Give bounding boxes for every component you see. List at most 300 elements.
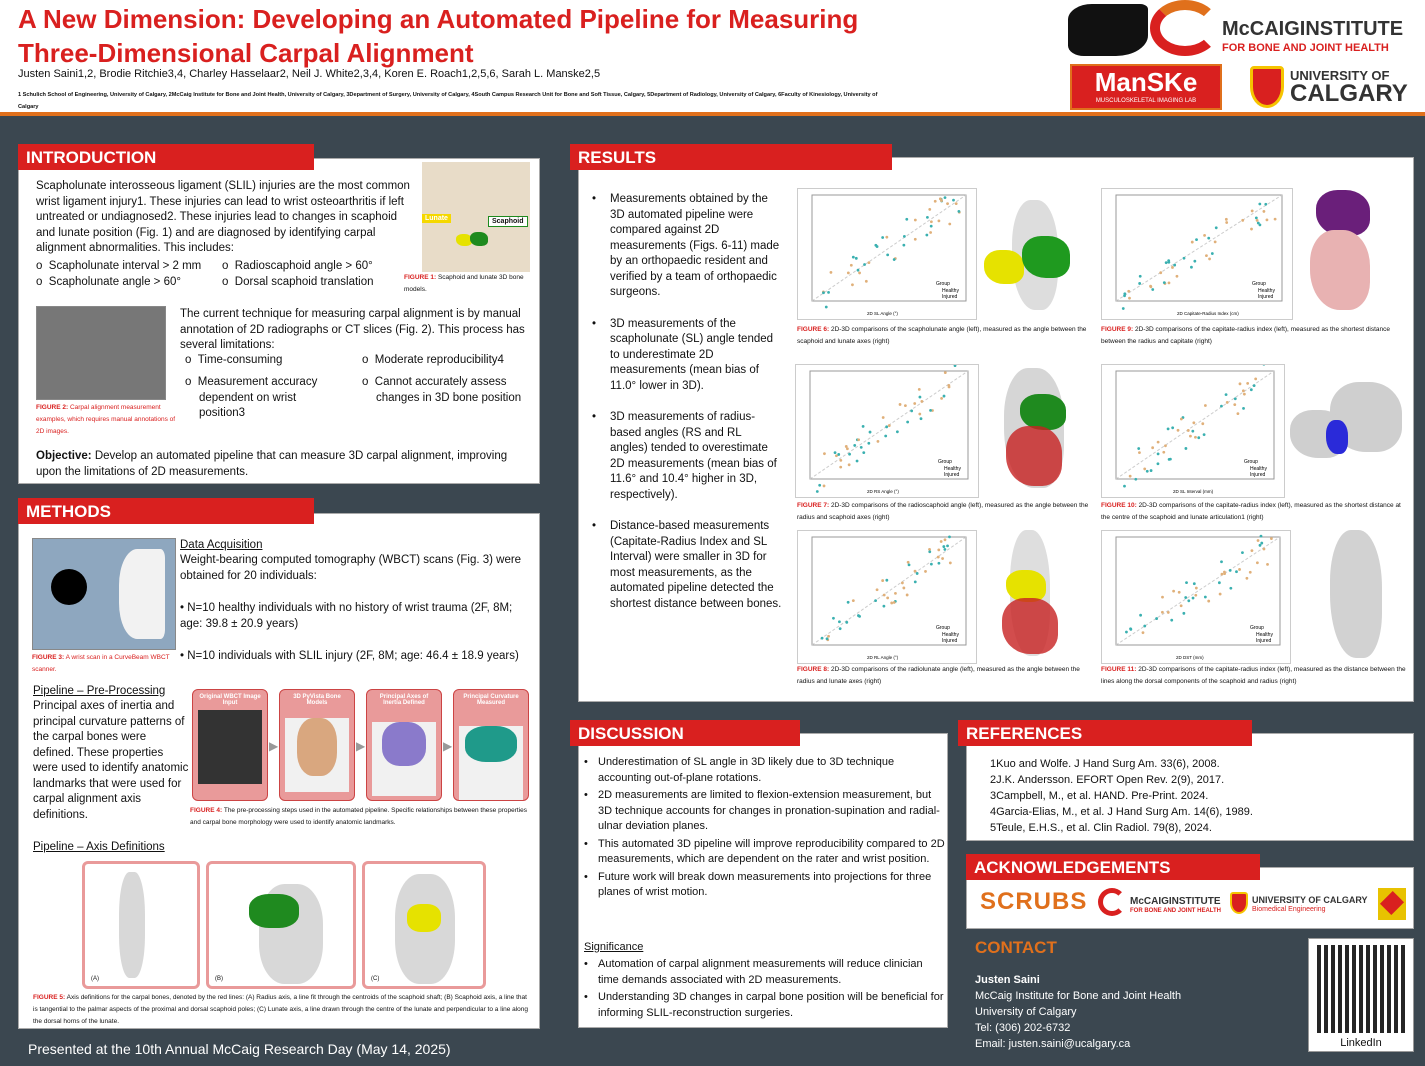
data-point <box>949 562 952 565</box>
data-point <box>839 459 842 462</box>
significance-bullets <box>584 957 944 1023</box>
data-point <box>834 451 837 454</box>
data-point <box>858 615 861 618</box>
data-point <box>906 594 909 597</box>
mccaig-swoosh-logo <box>1150 0 1220 56</box>
data-point <box>948 223 951 226</box>
data-point <box>862 451 865 454</box>
data-point <box>1167 261 1170 264</box>
data-point <box>850 264 853 267</box>
data-point <box>830 271 833 274</box>
data-point <box>1241 219 1244 222</box>
data-point <box>1215 226 1218 229</box>
significance-bullet-2: • Understanding 3D changes in carpal bone position will be beneficial for informing SLIL-reconstruction surgeries. <box>584 990 944 1021</box>
data-point <box>929 231 932 234</box>
data-point <box>1143 468 1146 471</box>
axis-definitions-title: Pipeline – Axis Definitions <box>33 841 165 853</box>
data-point <box>845 445 848 448</box>
figure-3-scanner-photo <box>32 538 176 650</box>
svg-text:Group: Group <box>1252 281 1266 287</box>
data-point <box>852 256 855 259</box>
data-point <box>1229 569 1232 572</box>
ack-mccaig-swoosh-icon <box>1098 888 1126 916</box>
data-point <box>939 197 942 200</box>
lunate-label: Lunate <box>422 214 451 223</box>
data-point <box>816 490 819 493</box>
data-point <box>1167 427 1170 430</box>
data-point <box>1155 617 1158 620</box>
step-2: 3D PyVista Bone Models <box>279 689 355 801</box>
limit-2: Moderate reproducibility4 <box>374 354 504 366</box>
data-point <box>1250 228 1253 231</box>
legend-entry: Healthy <box>942 288 959 294</box>
data-point <box>942 545 945 548</box>
data-point <box>903 235 906 238</box>
data-point <box>1138 282 1141 285</box>
data-point <box>1242 389 1245 392</box>
data-point <box>1207 600 1210 603</box>
significance-bullet-1: • Automation of carpal alignment measurements will reduce clinician time demands associated with 2D measurements. <box>584 957 944 988</box>
data-point <box>1237 412 1240 415</box>
data-point <box>1211 252 1214 255</box>
legend-entry: Injured <box>1250 472 1266 478</box>
data-point <box>1184 596 1187 599</box>
data-point <box>1197 436 1200 439</box>
scaphoid-label: Scaphoid <box>488 216 528 227</box>
svg-text:Group: Group <box>936 281 950 287</box>
data-point <box>952 199 955 202</box>
x-axis-label: 2D SL Angle (°) <box>867 311 898 316</box>
data-point <box>957 210 960 213</box>
figure-1-hand-image <box>422 162 530 272</box>
linkedin-qr-code[interactable] <box>1308 938 1414 1052</box>
discussion-bullet-1: • Underestimation of SL angle in 3D likely due to 3D technique accounting out-of-plane rotations. <box>584 755 946 786</box>
references-list <box>990 756 1410 836</box>
manske-logo-sub: MUSCULOSKELETAL IMAGING LAB <box>1095 98 1197 104</box>
figure-9-caption: FIGURE 9: 2D-3D comparisons of the capitate-radius index (left), measured as the shortest distance between the radius and capitate (right) <box>1101 326 1391 345</box>
data-point <box>946 202 949 205</box>
plot-fig11 <box>1101 530 1291 664</box>
legend-entry: Healthy <box>1256 632 1273 638</box>
x-axis-label: 2D RL Angle (°) <box>867 655 899 660</box>
data-point <box>941 557 944 560</box>
reference-5: 5Teule, E.H.S., et al. Clin Radiol. 79(8), 2024. <box>990 822 1212 834</box>
legend-entry: Healthy <box>942 632 959 638</box>
discussion-bullet-3: • This automated 3D pipeline will improve reproducibility compared to 2D measurements, which are dependent on the rater and wrist position. <box>584 837 946 868</box>
pipeline-steps <box>192 689 532 803</box>
data-point <box>918 388 921 391</box>
scrubs-logo: SCRUBS <box>980 888 1088 915</box>
data-point <box>884 435 887 438</box>
uofc-logo-line2: CALGARY <box>1290 80 1408 107</box>
step-arrow-2: ▶ <box>356 739 366 753</box>
data-point <box>1207 237 1210 240</box>
data-point <box>1203 433 1206 436</box>
plot-fig7 <box>795 364 979 498</box>
data-point <box>1127 290 1130 293</box>
data-point <box>1264 203 1267 206</box>
data-point <box>822 291 825 294</box>
ack-uofc-sub: Biomedical Engineering <box>1252 906 1326 913</box>
data-point <box>847 271 850 274</box>
data-point <box>1251 549 1254 552</box>
data-point <box>1157 462 1160 465</box>
svg-text:Group: Group <box>1244 459 1258 465</box>
discussion-bullet-4: • Future work will break down measurements into projections for three planes of wrist motion. <box>584 870 946 901</box>
data-point <box>1146 470 1149 473</box>
data-point <box>1274 218 1277 221</box>
data-point <box>1255 216 1258 219</box>
data-point <box>1229 587 1232 590</box>
figure-1-caption: FIGURE 1: Scaphoid and lunate 3D bone models. <box>404 274 524 293</box>
data-point <box>1243 393 1246 396</box>
data-point <box>925 234 928 237</box>
legend-entry: Injured <box>942 638 958 644</box>
data-point <box>848 453 851 456</box>
data-point <box>1225 218 1228 221</box>
data-point <box>839 627 842 630</box>
discussion-bullets <box>584 755 946 903</box>
mccaig-logo-text: McCAIGINSTITUTE <box>1222 18 1404 40</box>
data-point <box>1137 447 1140 450</box>
data-point <box>1138 451 1141 454</box>
data-point <box>1139 275 1142 278</box>
data-point <box>847 601 850 604</box>
data-point <box>1205 254 1208 257</box>
data-point <box>928 208 931 211</box>
ack-leaf-logo-icon <box>1378 888 1406 920</box>
data-point <box>825 306 828 309</box>
uofc-logo-line1: UNIVERSITY OF <box>1290 68 1390 83</box>
x-axis-label: 2D Capitate-Radius Index (cm) <box>1177 311 1239 316</box>
lab-hand-logo <box>1068 4 1148 56</box>
data-point <box>1189 435 1192 438</box>
data-point <box>1223 572 1226 575</box>
acknowledgements-heading: ACKNOWLEDGEMENTS <box>966 854 1260 880</box>
data-point <box>1169 458 1172 461</box>
data-point <box>881 236 884 239</box>
svg-text:Group: Group <box>936 625 950 631</box>
authors: Justen Saini1,2, Brodie Ritchie3,4, Charley Hasselaar2, Neil J. White2,3,4, Koren E. Roach1,2,5,6, Sarah L. Manske2,5 <box>18 68 601 80</box>
data-point <box>853 444 856 447</box>
data-point <box>1173 264 1176 267</box>
data-point <box>1234 397 1237 400</box>
data-point <box>919 396 922 399</box>
data-point <box>914 581 917 584</box>
ack-mccaig-logo: McCAIGINSTITUTE <box>1130 896 1221 907</box>
figure-2-ct-image <box>36 306 166 400</box>
plot-fig9 <box>1101 188 1293 320</box>
manske-logo-text: ManSKe <box>1094 67 1198 97</box>
data-point <box>928 548 931 551</box>
data-point <box>1142 631 1145 634</box>
panel-a: (A) <box>82 861 200 989</box>
significance-title: Significance <box>584 941 644 953</box>
data-point <box>1220 560 1223 563</box>
data-point <box>944 371 947 374</box>
results-bullets <box>592 192 782 628</box>
data-point <box>851 283 854 286</box>
data-point <box>1151 288 1154 291</box>
data-point <box>1177 429 1180 432</box>
data-point <box>1190 266 1193 269</box>
step-3: Principal Axes of Inertia Defined <box>366 689 442 801</box>
data-point <box>1256 561 1259 564</box>
data-point <box>940 397 943 400</box>
limit-1: Time-consuming <box>197 354 283 366</box>
data-point <box>1162 451 1165 454</box>
figure-6-caption: FIGURE 6: 2D-3D comparisons of the scapholunate angle (left), measured as the angle between the scaphoid and lunate axes (right) <box>797 326 1087 345</box>
data-point <box>1193 582 1196 585</box>
person-silhouette <box>51 569 87 605</box>
limit-4: Cannot accurately assess changes in 3D bone position <box>374 376 522 404</box>
data-point <box>1219 593 1222 596</box>
data-point <box>908 563 911 566</box>
data-point <box>821 637 824 640</box>
data-point <box>1204 404 1207 407</box>
data-point <box>1246 382 1249 385</box>
data-point <box>1129 627 1132 630</box>
data-point <box>893 601 896 604</box>
data-point <box>1259 544 1262 547</box>
criterion-2: Radioscaphoid angle > 60° <box>234 260 373 272</box>
model-fig9 <box>1304 190 1384 315</box>
data-point <box>1192 421 1195 424</box>
data-point <box>857 438 860 441</box>
model-fig6 <box>982 200 1078 315</box>
data-point <box>1239 382 1242 385</box>
data-point <box>1150 469 1153 472</box>
methods-heading: METHODS <box>18 498 314 524</box>
contact-name: Justen Saini <box>975 974 1040 986</box>
data-point <box>1257 222 1260 225</box>
data-point <box>916 572 919 575</box>
data-point <box>1204 596 1207 599</box>
data-point <box>1220 405 1223 408</box>
data-point <box>1183 257 1186 260</box>
data-point <box>885 425 888 428</box>
data-point <box>1233 403 1236 406</box>
figure-7-caption: FIGURE 7: 2D-3D comparisons of the radioscaphoid angle (left), measured as the angle between the radius and scaphoid axes (right) <box>797 502 1089 521</box>
reference-1: 1Kuo and Wolfe. J Hand Surg Am. 33(6), 2008. <box>990 758 1220 770</box>
data-point <box>865 280 868 283</box>
ack-uofc-crest-icon <box>1230 892 1248 914</box>
data-point <box>1225 393 1228 396</box>
data-point <box>924 570 927 573</box>
data-point <box>1171 266 1174 269</box>
intro-criteria: o Scapholunate interval > 2 mm o Radioscaphoid angle > 60° o Scapholunate angle > 60° o Dorsal scaphoid translation <box>36 260 374 288</box>
data-point <box>934 200 937 203</box>
data-point <box>1214 241 1217 244</box>
data-point <box>1256 219 1259 222</box>
data-point <box>1171 426 1174 429</box>
data-point <box>1201 422 1204 425</box>
data-point <box>857 269 860 272</box>
step-arrow-3: ▶ <box>443 739 453 753</box>
mccaig-logo-sub: FOR BONE AND JOINT HEALTH <box>1222 42 1389 54</box>
data-point <box>1250 388 1253 391</box>
data-point <box>938 220 941 223</box>
data-point <box>954 365 957 367</box>
data-point <box>868 261 871 264</box>
discussion-heading: DISCUSSION <box>570 720 800 746</box>
data-point <box>876 588 879 591</box>
data-point <box>1129 475 1132 478</box>
legend-entry: Healthy <box>944 466 961 472</box>
model-fig10 <box>1290 382 1410 472</box>
data-point <box>943 395 946 398</box>
data-point <box>862 425 865 428</box>
contact-line-4: Email: justen.saini@ucalgary.ca <box>975 1038 1131 1050</box>
legend-entry: Injured <box>1256 638 1272 644</box>
data-point <box>1193 260 1196 263</box>
data-point <box>1260 535 1263 538</box>
reference-2: 2J.K. Andersson. EFORT Open Rev. 2(9), 2017. <box>990 774 1225 786</box>
data-point <box>1187 599 1190 602</box>
data-point <box>1167 611 1170 614</box>
data-point <box>894 592 897 595</box>
svg-text:Group: Group <box>938 459 952 465</box>
data-point <box>1182 612 1185 615</box>
x-axis-label: 2D DST (mm) <box>1176 655 1204 660</box>
data-point <box>839 466 842 469</box>
data-point <box>885 579 888 582</box>
data-point <box>1251 210 1254 213</box>
data-point <box>1178 591 1181 594</box>
data-point <box>940 540 943 543</box>
model-fig11 <box>1316 530 1396 662</box>
data-point <box>937 556 940 559</box>
legend-entry: Injured <box>1258 294 1274 300</box>
data-point <box>893 258 896 261</box>
affiliations: 1 Schulich School of Engineering, University of Calgary, 2McCaig Institute for Bone and Joint Health, University of Calgary, 3Department of Surgery, University of Calgary, 4South Campus Research Unit for Bone and Soft Tissue, Calgary, 5Department of Radiology, University of Calgary, 6Faculty of Kinesiology, University of Calgary <box>18 92 878 110</box>
data-point <box>1143 625 1146 628</box>
data-point <box>1191 430 1194 433</box>
data-point <box>1125 631 1128 634</box>
data-point <box>926 216 929 219</box>
contact-line-1: McCaig Institute for Bone and Joint Health <box>975 990 1182 1002</box>
legend-entry: Injured <box>942 294 958 300</box>
data-point <box>943 548 946 551</box>
data-point <box>906 421 909 424</box>
figure-2-caption: FIGURE 2: Carpal alignment measurement examples, which requires manual annotations of 2D images. <box>36 404 176 435</box>
uofc-crest-icon <box>1250 66 1284 108</box>
data-point <box>1192 597 1195 600</box>
data-point <box>874 599 877 602</box>
data-point <box>1168 281 1171 284</box>
data-point <box>902 244 905 247</box>
data-point <box>1195 238 1198 241</box>
data-point <box>818 484 821 487</box>
contact-line-3: Tel: (306) 202-6732 <box>975 1022 1071 1034</box>
data-point <box>948 386 951 389</box>
data-point <box>823 485 826 488</box>
data-point <box>867 442 870 445</box>
data-point <box>1139 614 1142 617</box>
data-point <box>837 453 840 456</box>
data-point <box>1208 258 1211 261</box>
result-bullet-1: • Measurements obtained by the 3D automated pipeline were compared against 2D measurements (Figs. 6-11) made by an orthopaedic resident and verified by a team of orthopaedic surgeons. <box>592 192 782 301</box>
data-acquisition-title: Data Acquisition <box>180 539 263 551</box>
data-point <box>877 440 880 443</box>
x-axis-label: 2D SL Interval (mm) <box>1173 489 1214 494</box>
data-point <box>1194 436 1197 439</box>
data-point <box>1218 581 1221 584</box>
data-point <box>1263 210 1266 213</box>
step-4: Principal Curvature Measured <box>453 689 529 801</box>
data-point <box>852 599 855 602</box>
data-point <box>937 548 940 551</box>
step-arrow-1: ▶ <box>269 739 279 753</box>
cohort-injured: • N=10 individuals with SLIL injury (2F, 8M; age: 46.4 ± 18.9 years) <box>180 650 519 662</box>
contact-line-2: University of Calgary <box>975 1006 1077 1018</box>
legend-entry: Healthy <box>1258 288 1275 294</box>
result-bullet-4: • Distance-based measurements (Capitate-Radius Index and SL Interval) were smaller in 3D for most measurements, as the automated pipeline detected the shortest distance between bones. <box>592 519 782 612</box>
plot-fig10 <box>1101 364 1285 498</box>
data-point <box>881 579 884 582</box>
data-point <box>944 196 947 199</box>
data-point <box>858 272 861 275</box>
contact-details <box>975 972 1275 1052</box>
intro-paragraph-1: Scapholunate interosseous ligament (SLIL) injuries are the most common wrist ligament injury1. These injuries can lead to wrist osteoarthritis if left untreated or undiagnosed2. These injuries lead to changes in scaphoid and lunate position (Fig. 1) and are diagnosed by identifying carpal alignment abnormalities. This includes: <box>36 180 410 254</box>
qr-code-icon <box>1317 945 1405 1033</box>
data-point <box>1221 573 1224 576</box>
data-point <box>1157 452 1160 455</box>
preprocessing-text: Principal axes of inertia and principal curvature patterns of the carpal bones were defined. These properties were used to identify anatomic landmarks that were used for carpal alignment axis definitions. <box>33 700 189 821</box>
data-point <box>886 596 889 599</box>
data-point <box>1185 581 1188 584</box>
limit-3: Measurement accuracy dependent on wrist position3 <box>197 376 318 419</box>
data-point <box>1123 485 1126 488</box>
data-point <box>845 621 848 624</box>
data-point <box>1253 384 1256 387</box>
figure-4-caption: FIGURE 4: The pre-processing steps used in the automated pipeline. Specific relationships between these properties and carpal bone morphology were used to identify anatomic landmarks. <box>190 807 527 826</box>
data-point <box>1225 221 1228 224</box>
criterion-3: Scapholunate angle > 60° <box>48 275 181 288</box>
data-point <box>860 446 863 449</box>
data-point <box>1270 537 1273 540</box>
references-heading: REFERENCES <box>958 720 1252 746</box>
data-point <box>1242 407 1245 410</box>
introduction-heading: INTRODUCTION <box>18 144 314 170</box>
data-point <box>883 605 886 608</box>
data-point <box>920 400 923 403</box>
data-point <box>1241 551 1244 554</box>
data-point <box>888 424 891 427</box>
data-point <box>856 460 859 463</box>
data-point <box>901 582 904 585</box>
data-point <box>1176 275 1179 278</box>
criterion-4: Dorsal scaphoid translation <box>234 275 374 288</box>
figure-3-caption: FIGURE 3: A wrist scan in a CurveBeam WBCT scanner. <box>32 654 170 673</box>
scaphoid-bone <box>470 232 488 246</box>
data-point <box>874 244 877 247</box>
data-point <box>823 452 826 455</box>
contact-heading: CONTACT <box>975 938 1057 957</box>
data-point <box>1122 307 1125 310</box>
reference-4: 4Garcia-Elias, M., et al. J Hand Surg Am. 14(6), 1989. <box>990 806 1253 818</box>
manske-logo <box>1070 64 1222 110</box>
data-point <box>855 257 858 260</box>
footer-note: Presented at the 10th Annual McCaig Research Day (May 14, 2025) <box>28 1041 451 1057</box>
data-point <box>869 431 872 434</box>
data-point <box>914 219 917 222</box>
legend-entry: Injured <box>944 472 960 478</box>
data-point <box>1184 447 1187 450</box>
data-point <box>1157 441 1160 444</box>
reference-3: 3Campbell, M., et al. HAND. Pre-Print. 2024. <box>990 790 1209 802</box>
ack-mccaig-sub: FOR BONE AND JOINT HEALTH <box>1130 908 1221 914</box>
